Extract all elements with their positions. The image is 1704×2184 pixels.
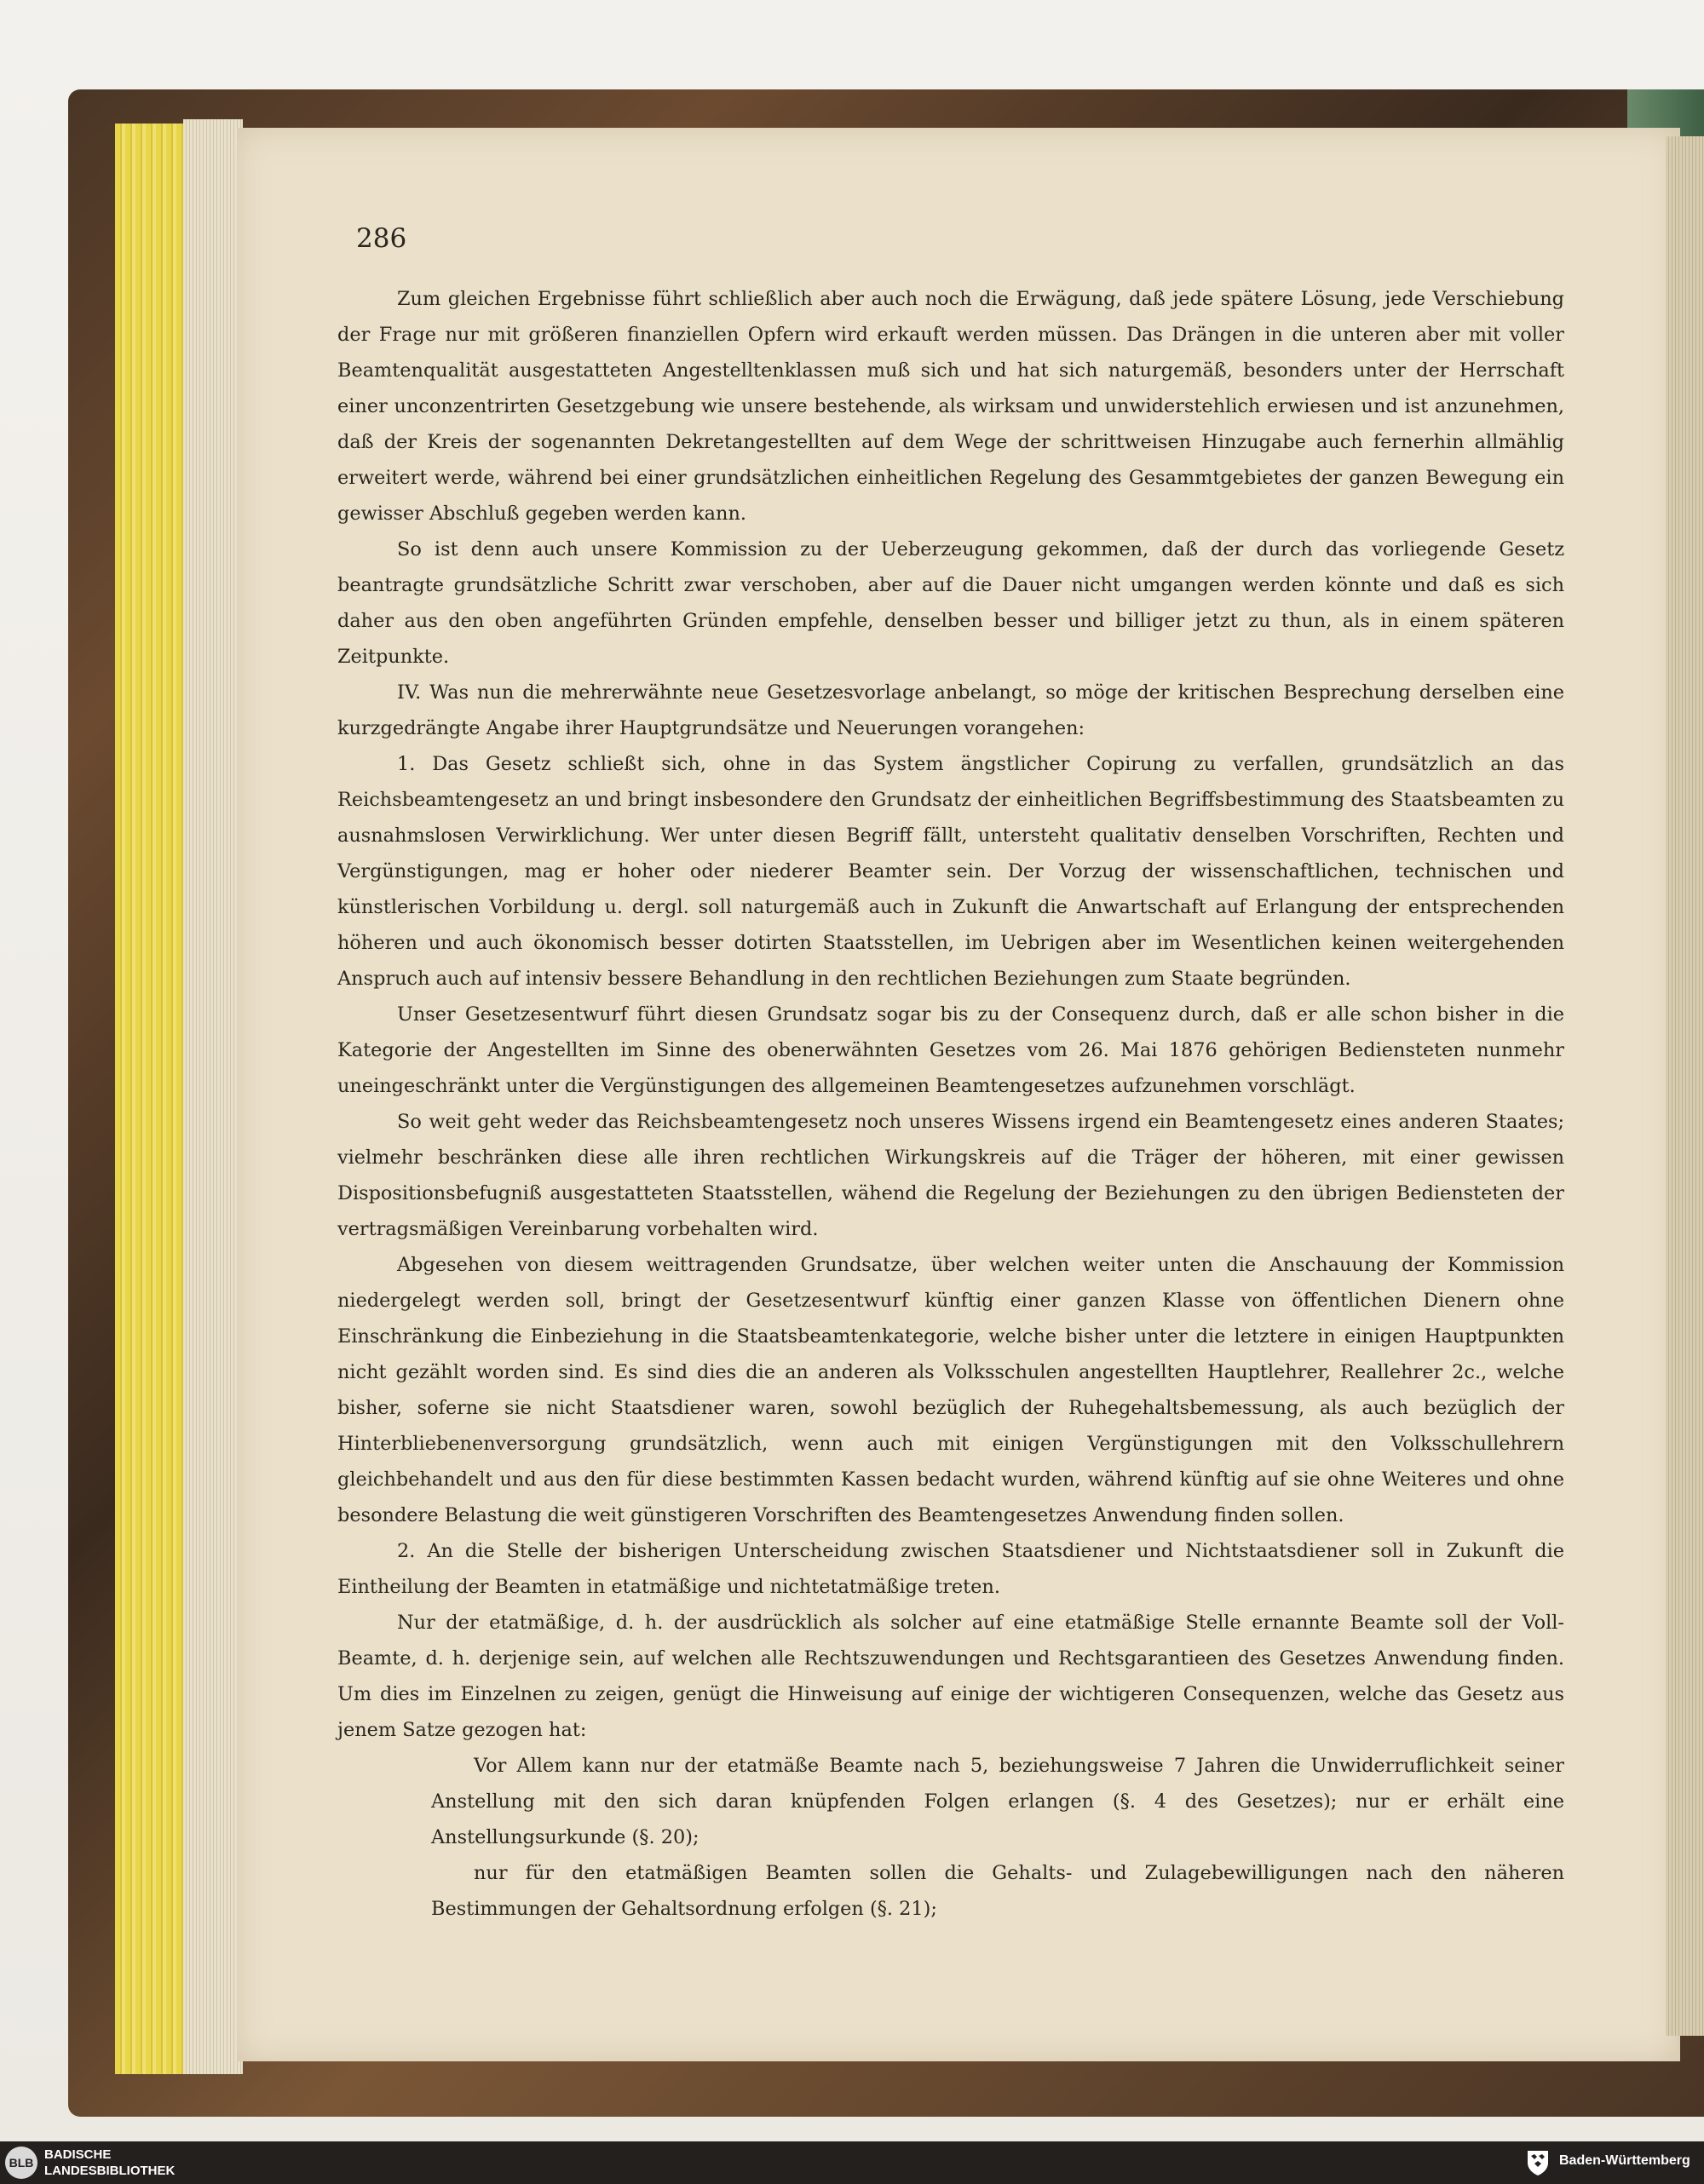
paragraph: Abgesehen von diesem weittragenden Grundsatze, über welchen weiter unten die Anschauung der Kommission niedergelegt werden soll, bringt der Gesetzesentwurf künftig einer ganzen Klasse von öffentlichen Dienern ohne Einschränkung die Einbeziehung in die Staatsbeamtenkategorie, welche bisher unter die letztere in einigen Hauptpunkten nicht gezählt worden sind. Es sind dies die an anderen als Volksschulen angestellten Hauptlehrer, Reallehrer 2c., welche bisher, soferne sie nicht Staatsdiener waren, sowohl bezüglich der Ruhegehaltsbemessung, als auch bezüglich der Hinterbliebenenversorgung grundsätzlich, wenn auch mit einigen Vergünstigungen mit den Volksschullehrern gleichbehandelt und aus den für diese bestimmten Kassen bedacht wurden, während künftig auf sie ohne Weiteres und ohne besondere Belastung die weit günstigeren Vorschriften des Beamtengesetzes Anwendung finden sollen. [337,1254,1564,1526]
library-name [44,2147,175,2179]
page-stack-left [183,119,243,2074]
crest-icon [1525,2149,1551,2176]
page-stack-right [1666,136,1704,2036]
paragraph: Unser Gesetzesentwurf führt diesen Grundsatz sogar bis zu der Consequenz durch, daß er alle schon bisher in die Kategorie der Angestellten im Sinne des obenerwähnten Gesetzes vom 26. Mai 1876 gehörigen Bediensteten nunmehr uneingeschränkt unter die Vergünstigungen des allgemeinen Beamtengesetzes aufzunehmen vorschlägt. [337,1003,1564,1097]
paragraph: 2. An die Stelle der bisherigen Unterscheidung zwischen Staatsdiener und Nichtstaatsdiener soll in Zukunft die Eintheilung der Beamten in etatmäßige und nichtetatmäßige treten. [337,1540,1564,1598]
footer-bar [0,2141,1704,2184]
paragraph: So weit geht weder das Reichsbeamtengesetz noch unseres Wissens irgend ein Beamtengesetz eines anderen Staates; vielmehr beschränken diese alle ihren rechtlichen Wirkungskreis auf die Träger der höheren, mit einer gewissen Dispositionsbefugniß ausgestatteten Staatsstellen, wähend die Regelung der Beziehungen zu den übrigen Bediensteten der vertragsmäßigen Vereinbarung vorbehalten wird. [337,1111,1564,1240]
indented-item: nur für den etatmäßigen Beamten sollen die Gehalts- und Zulagebewilligungen nach den näheren Bestimmungen der Gehaltsordnung erfolgen (§. 21); [431,1862,1564,1920]
state-name[interactable]: Baden-Württemberg [1559,2153,1690,2168]
paragraph: IV. Was nun die mehrerwähnte neue Gesetzesvorlage anbelangt, so möge der kritischen Besprechung derselben eine kurzgedrängte Angabe ihrer Hauptgrundsätze und Neuerungen vorangehen: [337,681,1564,739]
page-number: 286 [356,223,407,254]
paragraph: Nur der etatmäßige, d. h. der ausdrücklich als solcher auf eine etatmäßige Stelle ernannte Beamte soll der Voll-Beamte, d. h. derjenige sein, auf welchen alle Rechtszuwendungen und Rechtsgarantieen des Gesetzes Anwendung finden. Um dies im Einzelnen zu zeigen, genügt die Hinweisung auf einige der wichtigeren Consequenzen, welche das Gesetz aus jenem Satze gezogen hat: [337,1612,1564,1741]
library-name-line1: BADISCHE [44,2147,112,2162]
paragraph: Zum gleichen Ergebnisse führt schließlich aber auch noch die Erwägung, daß jede spätere Lösung, jede Verschiebung der Frage nur mit größeren finanziellen Opfern wird erkauft werden müssen. Das Drängen in die unteren aber mit voller Beamtenqualität ausgestatteten Angestelltenklassen muß sich und hat sich naturgemäß, besonders unter der Herrschaft einer unconzentrirten Gesetzgebung wie unsere bestehende, als wirksam und unwiderstehlich erwiesen und ist anzunehmen, daß der Kreis der sogenannten Dekretangestellten auf dem Wege der schrittweisen Hinzugabe auch fernerhin allmählig erweitert werde, während bei einer grundsätzlichen einheitlichen Regelung des Gesammtgebietes der ganzen Bewegung ein gewisser Abschluß gegeben werden kann. [337,288,1564,525]
page-body [337,281,1564,1927]
library-name-line2: LANDESBIBLIOTHEK [44,2164,176,2178]
indented-item: Vor Allem kann nur der etatmäße Beamte nach 5, beziehungsweise 7 Jahren die Unwiderruflichkeit seiner Anstellung mit den sich daran knüpfenden Folgen erlangen (§. 4 des Gesetzes); nur er erhält eine Anstellungsurkunde (§. 20); [431,1755,1564,1848]
paragraph: So ist denn auch unsere Kommission zu der Ueberzeugung gekommen, daß der durch das vorliegende Gesetz beantragte grundsätzliche Schritt zwar verschoben, aber auf die Dauer nicht umgangen werden könnte und daß es sich daher aus den oben angeführten Gründen empfehle, denselben besser und billiger jetzt zu thun, als in einem späteren Zeitpunkte. [337,538,1564,668]
paragraph: 1. Das Gesetz schließt sich, ohne in das System ängstlicher Copirung zu verfallen, grundsätzlich an das Reichsbeamtengesetz an und bringt insbesondere den Grundsatz der einheitlichen Begriffsbestimmung des Staatsbeamten zu ausnahmslosen Verwirklichung. Wer unter diesen Begriff fällt, untersteht qualitativ denselben Vorschriften, Rechten und Vergünstigungen, mag er hoher oder niederer Beamter sein. Der Vorzug der wissenschaftlichen, technischen und künstlerischen Vorbildung u. dergl. soll naturgemäß auch in Zukunft die Anwartschaft auf Erlangung der entsprechenden höheren und auch ökonomisch besser dotirten Staatsstellen, im Uebrigen aber im Wesentlichen keinen weitergehenden Anspruch auch auf intensiv bessere Behandlung in den rechtlichen Beziehungen zum Staate begründen. [337,753,1564,990]
blb-logo[interactable]: BLB [5,2147,37,2179]
